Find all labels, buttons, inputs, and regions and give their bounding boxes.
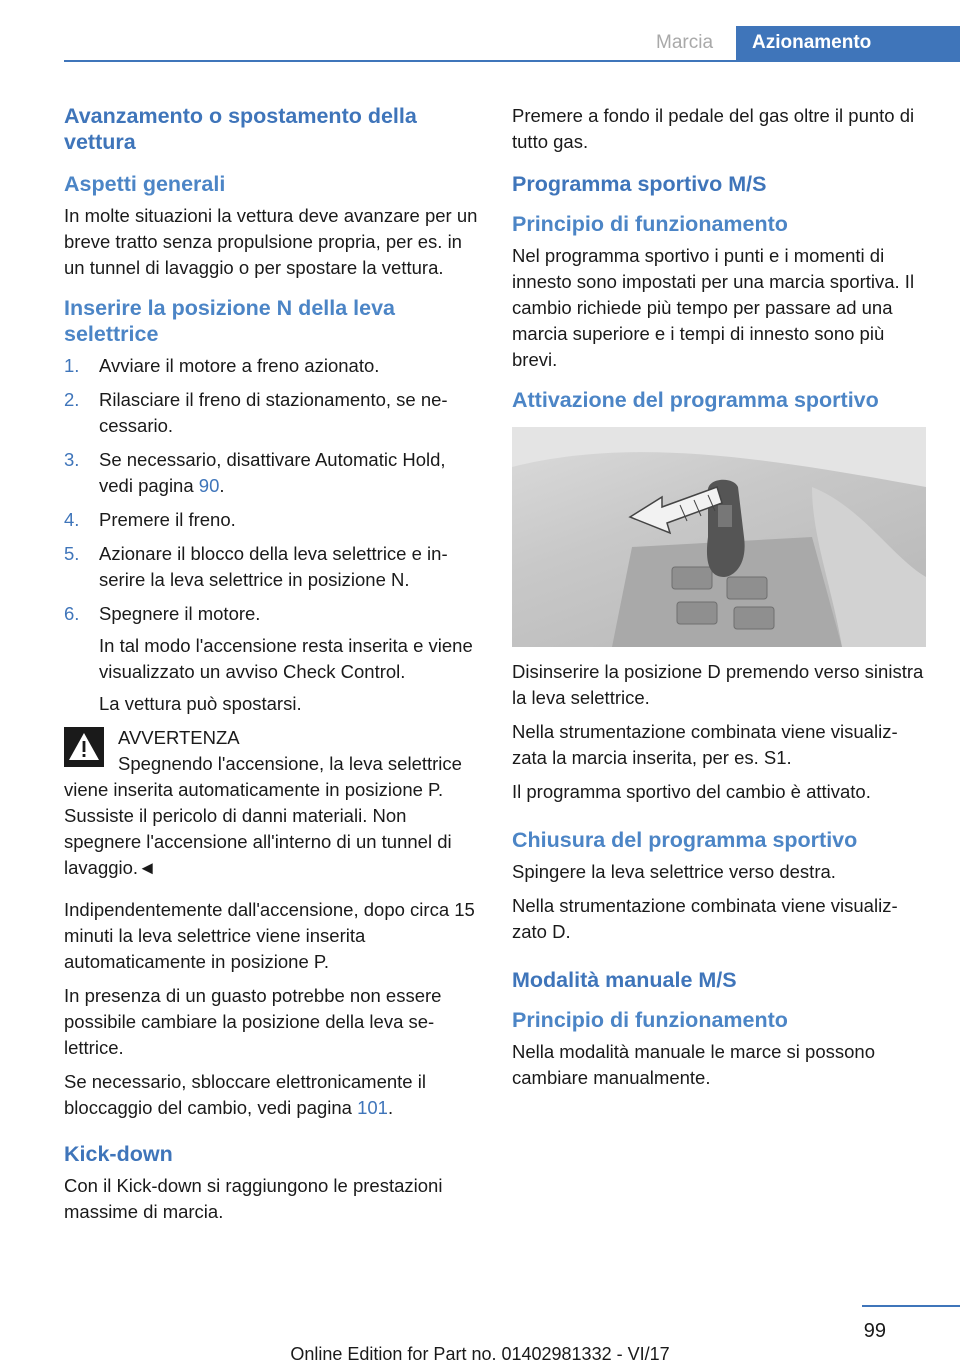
paragraph-general: In molte situazioni la vettura deve avanzare per un breve tratto senza propulsione propria, per es. in un tunnel di lavaggio o per spostare la vettura. xyxy=(64,205,478,278)
edition-text: Online Edition for Part no. 01402981332 - VI/17 xyxy=(290,1344,670,1364)
heading-close-sport: Chiusura del programma sportivo xyxy=(512,828,858,852)
left-column xyxy=(64,103,478,1233)
paragraph-principle: Nel programma sportivo i punti e i momenti di innesto sono impostati per una marcia sportiva. Il cambio richiede più tempo per passare ad una marcia superiore e i tempi di innesto sono più brevi. xyxy=(512,245,915,370)
step-item: 5. Azionare il blocco della leva selettrice e inserire la leva selettrice in posizione N. xyxy=(64,543,448,590)
active-chapter-tab: Azionamento xyxy=(736,26,960,62)
gear-lever-image xyxy=(512,427,926,647)
page-link-90[interactable]: 90 xyxy=(198,475,220,496)
heading-sport-program: Programma sportivo M/S xyxy=(512,172,767,196)
warning-box xyxy=(64,725,478,881)
paragraph-close-1: Spingere la leva selettrice verso destra. xyxy=(512,861,836,882)
steps-list xyxy=(64,353,478,717)
paragraph-auto-p: Indipendentemente dall'accensione, dopo circa 15 minuti la leva selettrice viene inserita automaticamente in posizione P. xyxy=(64,899,475,972)
paragraph-kick-down: Con il Kick-down si raggiungono le prestazioni massime di marcia. xyxy=(64,1175,443,1222)
gear-selector-illustration xyxy=(512,427,926,647)
warning-text: Spegnendo l'accensione, la leva selettrice viene inserita automaticamente in posizione P. Sussiste il pericolo di danni materiali. Non spegnere l'accensione all'interno di un tunnel di lavaggio.◄ xyxy=(64,753,462,878)
paragraph-unlock: Se necessario, sbloccare elettronicamente il bloccaggio del cambio, vedi pagina 101. xyxy=(64,1071,426,1118)
heading-insert-n: Inserire la posizione N della leva selettrice xyxy=(64,296,395,346)
paragraph-manual: Nella modalità manuale le marce si possono cambiare manualmente. xyxy=(512,1041,875,1088)
footer-rule xyxy=(862,1305,960,1307)
step-item: 4. Premere il freno. xyxy=(64,509,236,530)
step-item: 1. Avviare il motore a freno azionato. xyxy=(64,355,380,376)
paragraph-fault: In presenza di un guasto potrebbe non essere possibile cambiare la posizione della leva selettrice. xyxy=(64,985,442,1058)
warning-icon xyxy=(64,727,104,767)
section-label: Marcia xyxy=(656,32,714,53)
heading-general: Aspetti generali xyxy=(64,172,226,196)
paragraph-activate-3: Il programma sportivo del cambio è attivato. xyxy=(512,781,871,802)
paragraph-close-2: Nella strumentazione combinata viene visualizzato D. xyxy=(512,895,898,942)
heading-moving-vehicle: Avanzamento o spostamento della vettura xyxy=(64,104,417,154)
step-note: In tal modo l'accensione resta inserita e viene visualizzato un avviso Check Control. xyxy=(99,635,473,682)
heading-principle-2: Principio di funzionamento xyxy=(512,1008,788,1032)
page-number: 99 xyxy=(863,1320,886,1342)
warning-title: AVVERTENZA xyxy=(118,727,240,748)
right-column xyxy=(512,103,926,1099)
paragraph-pedal: Premere a fondo il pedale del gas oltre il punto di tutto gas. xyxy=(512,105,915,152)
header-rule xyxy=(64,60,960,62)
step-item: 2. Rilasciare il freno di stazionamento, se necessario. xyxy=(64,389,448,436)
heading-manual-mode: Modalità manuale M/S xyxy=(512,968,737,992)
step-item: 6. Spegnere il motore. In tal modo l'accensione resta inserita e viene visualizzato un avviso Check Control. La vettura può spostarsi. xyxy=(64,601,478,717)
heading-kick-down: Kick-down xyxy=(64,1142,173,1166)
step-note: La vettura può spostarsi. xyxy=(99,693,302,714)
paragraph-activate-1: Disinserire la posizione D premendo verso sinistra la leva selettrice. xyxy=(512,661,924,708)
paragraph-activate-2: Nella strumentazione combinata viene visualizzata la marcia inserita, per es. S1. xyxy=(512,721,898,768)
page-header xyxy=(64,26,960,62)
heading-activate-sport: Attivazione del programma sportivo xyxy=(512,388,879,412)
heading-principle: Principio di funzionamento xyxy=(512,212,788,236)
page-link-101[interactable]: 101 xyxy=(357,1097,388,1118)
step-item: 3. Se necessario, disattivare Automatic Hold, vedi pagina 90. xyxy=(64,449,446,496)
